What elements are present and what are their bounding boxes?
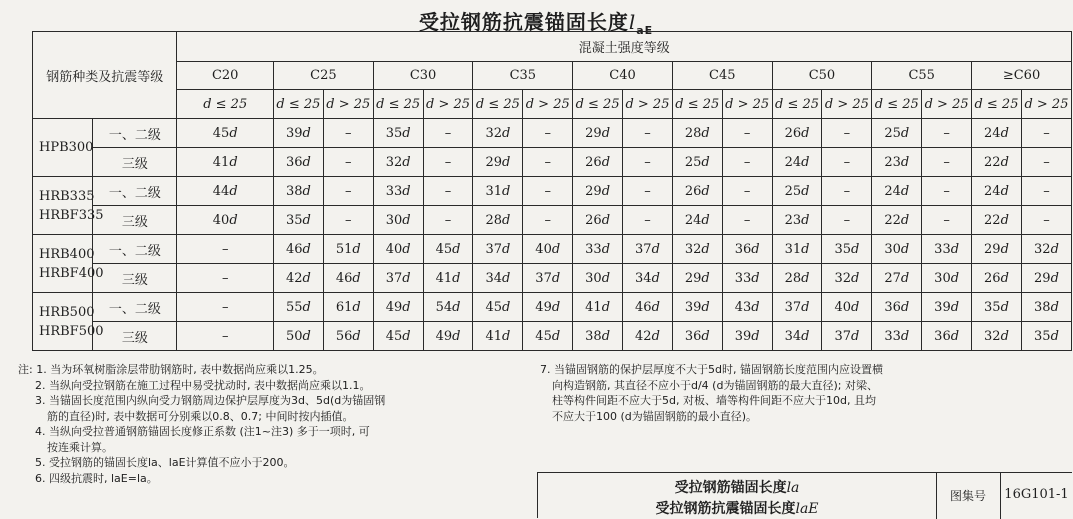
page-title: 受拉钢筋抗震锚固长度$l_{aE}$ — [418, 10, 654, 37]
table-row — [33, 177, 1072, 206]
table-cell: 36d — [922, 322, 972, 351]
diameter-header: d > 25 — [1021, 90, 1071, 119]
table-cell: 51d — [323, 235, 373, 264]
note-line: 6. 四级抗震时, laE=la。 — [35, 471, 158, 485]
table-cell: 30d — [573, 264, 623, 293]
table-cell: – — [523, 206, 573, 235]
note-line: 筋的直径)时, 表中数据可分别乘以0.8、0.7; 中间时按内插值。 — [47, 409, 354, 423]
table-row — [33, 148, 1072, 177]
grade-header: C45 — [672, 62, 772, 90]
table-cell: 41d — [473, 322, 523, 351]
table-cell: 40d — [822, 293, 872, 322]
table-cell: 56d — [323, 322, 373, 351]
table-cell: 41d — [177, 148, 274, 177]
table-cell: 37d — [822, 322, 872, 351]
steel-type-hrb400: HRB400 HRBF400 — [33, 235, 93, 293]
table-cell: – — [523, 177, 573, 206]
table-cell: 45d — [423, 235, 473, 264]
table-cell: 29d — [1021, 264, 1071, 293]
table-cell: – — [423, 119, 473, 148]
table-cell: 24d — [772, 148, 822, 177]
table-row — [33, 264, 1072, 293]
table-cell: 40d — [373, 235, 423, 264]
table-cell: 24d — [972, 119, 1022, 148]
table-cell: 45d — [523, 322, 573, 351]
table-cell: 38d — [573, 322, 623, 351]
table-cell: 22d — [972, 206, 1022, 235]
table-cell: 35d — [373, 119, 423, 148]
table-cell: 26d — [672, 177, 722, 206]
table-cell: 45d — [177, 119, 274, 148]
table-cell: 33d — [872, 322, 922, 351]
table-cell: – — [922, 206, 972, 235]
table-cell: – — [323, 119, 373, 148]
table-cell: 32d — [972, 322, 1022, 351]
diameter-header: d ≤ 25 — [274, 90, 324, 119]
title-block-line2: 受拉钢筋抗震锚固长度laE — [655, 501, 819, 517]
table-cell: – — [1021, 177, 1071, 206]
diameter-header: d ≤ 25 — [672, 90, 722, 119]
table-cell: – — [623, 177, 673, 206]
table-row — [33, 293, 1072, 322]
table-cell: – — [722, 177, 772, 206]
table-cell: – — [1021, 148, 1071, 177]
table-cell: 25d — [772, 177, 822, 206]
grade-header: ≥C60 — [972, 62, 1072, 90]
table-cell: 35d — [274, 206, 324, 235]
diameter-header: d > 25 — [722, 90, 772, 119]
diameter-header: d > 25 — [922, 90, 972, 119]
table-cell: – — [822, 206, 872, 235]
table-cell: 23d — [872, 148, 922, 177]
table-cell: 41d — [423, 264, 473, 293]
table-cell: 29d — [972, 235, 1022, 264]
table-cell: 28d — [672, 119, 722, 148]
table-cell: – — [822, 177, 872, 206]
grade-header: C30 — [373, 62, 473, 90]
title-block — [537, 472, 1072, 518]
diameter-header: d > 25 — [423, 90, 473, 119]
table-cell: 49d — [423, 322, 473, 351]
table-cell: 42d — [274, 264, 324, 293]
anchorage-table — [32, 31, 1072, 351]
notes-left — [18, 362, 533, 486]
table-cell: 31d — [772, 235, 822, 264]
table-cell: 24d — [672, 206, 722, 235]
table-cell: 32d — [672, 235, 722, 264]
note-line: 按连乘计算。 — [47, 440, 113, 454]
note-line: 2. 当纵向受拉钢筋在施工过程中易受扰动时, 表中数据尚应乘以1.1。 — [35, 378, 371, 392]
steel-type-hpb300: HPB300 — [33, 119, 93, 177]
table-cell: 29d — [473, 148, 523, 177]
table-cell: 39d — [722, 322, 772, 351]
table-cell: 26d — [573, 148, 623, 177]
table-cell: 31d — [473, 177, 523, 206]
table-cell: 32d — [373, 148, 423, 177]
table-cell: 40d — [177, 206, 274, 235]
atlas-number-label: 图集号 — [949, 489, 986, 503]
table-cell: 49d — [373, 293, 423, 322]
table-cell: 22d — [872, 206, 922, 235]
table-cell: 34d — [623, 264, 673, 293]
table-cell: 44d — [177, 177, 274, 206]
table-cell: – — [722, 206, 772, 235]
table-cell: 27d — [872, 264, 922, 293]
table-cell: 28d — [473, 206, 523, 235]
table-cell: – — [922, 177, 972, 206]
table-cell: – — [822, 119, 872, 148]
table-cell: 43d — [722, 293, 772, 322]
note-line: 不应大于100 (d为锚固钢筋的最小直径)。 — [552, 409, 758, 423]
table-cell: 37d — [473, 235, 523, 264]
table-cell: 46d — [623, 293, 673, 322]
table-cell: 33d — [373, 177, 423, 206]
table-cell: – — [722, 148, 772, 177]
table-cell: – — [623, 206, 673, 235]
table-cell: 26d — [573, 206, 623, 235]
table-cell: 50d — [274, 322, 324, 351]
table-cell: – — [1021, 119, 1071, 148]
table-cell: 34d — [473, 264, 523, 293]
diameter-header: d > 25 — [822, 90, 872, 119]
table-cell: 32d — [473, 119, 523, 148]
note-line: 柱等构件间距不应大于5d, 对板、墙等构件间距不应大于10d, 且均 — [552, 394, 876, 407]
table-cell: 37d — [523, 264, 573, 293]
table-cell: 29d — [573, 119, 623, 148]
table-cell: 24d — [872, 177, 922, 206]
table-cell: 36d — [872, 293, 922, 322]
table-cell: 38d — [1021, 293, 1071, 322]
seismic-grade: 三级 — [93, 148, 177, 177]
notes-right — [540, 362, 1070, 424]
seismic-grade: 一、二级 — [93, 119, 177, 148]
table-cell: – — [523, 119, 573, 148]
note-line: 5. 受拉钢筋的锚固长度la、laE计算值不应小于200。 — [35, 456, 295, 469]
table-cell: 34d — [772, 322, 822, 351]
title-block-line1: 受拉钢筋锚固长度la — [674, 480, 800, 496]
table-cell: 28d — [772, 264, 822, 293]
grade-header: C55 — [872, 62, 972, 90]
table-cell: – — [323, 148, 373, 177]
table-cell: 33d — [573, 235, 623, 264]
diameter-header: d > 25 — [323, 90, 373, 119]
table-cell: 54d — [423, 293, 473, 322]
diameter-header: d ≤ 25 — [573, 90, 623, 119]
table-cell: 25d — [672, 148, 722, 177]
table-cell: 29d — [573, 177, 623, 206]
steel-type-hrb500: HRB500 HRBF500 — [33, 293, 93, 351]
diameter-header: d ≤ 25 — [473, 90, 523, 119]
table-cell: – — [623, 119, 673, 148]
diameter-header: d ≤ 25 — [972, 90, 1022, 119]
table-cell: 26d — [772, 119, 822, 148]
table-cell: 33d — [922, 235, 972, 264]
table-cell: 45d — [473, 293, 523, 322]
table-cell: 25d — [872, 119, 922, 148]
table-cell: 30d — [922, 264, 972, 293]
grade-header: C25 — [274, 62, 374, 90]
seismic-grade: 三级 — [93, 322, 177, 351]
table-cell: 32d — [822, 264, 872, 293]
steel-type-hrb335: HRB335 HRBF335 — [33, 177, 93, 235]
table-cell: – — [177, 235, 274, 264]
table-cell: 39d — [922, 293, 972, 322]
table-cell: – — [323, 177, 373, 206]
table-cell: 37d — [772, 293, 822, 322]
table-cell: 61d — [323, 293, 373, 322]
grade-header: C40 — [573, 62, 673, 90]
table-cell: – — [423, 177, 473, 206]
table-cell: – — [822, 148, 872, 177]
table-cell: 35d — [972, 293, 1022, 322]
grade-header: C50 — [772, 62, 872, 90]
table-cell: 36d — [672, 322, 722, 351]
table-cell: 46d — [274, 235, 324, 264]
table-cell: 24d — [972, 177, 1022, 206]
table-cell: 30d — [373, 206, 423, 235]
table-cell: 40d — [523, 235, 573, 264]
table-cell: 55d — [274, 293, 324, 322]
table-cell: 35d — [822, 235, 872, 264]
table-cell: 35d — [1021, 322, 1071, 351]
table-cell: – — [922, 148, 972, 177]
diameter-header: d ≤ 25 — [177, 90, 274, 119]
seismic-grade: 一、二级 — [93, 293, 177, 322]
table-cell: – — [722, 119, 772, 148]
table-cell: – — [423, 148, 473, 177]
note-line: 3. 当锚固长度范围内纵向受力钢筋周边保护层厚度为3d、5d(d为锚固钢 — [35, 394, 386, 407]
table-cell: – — [177, 264, 274, 293]
table-cell: – — [323, 206, 373, 235]
note-line: 7. 当锚固钢筋的保护层厚度不大于5d时, 锚固钢筋长度范围内应设置横 — [540, 363, 883, 376]
table-cell: 39d — [274, 119, 324, 148]
table-cell: 29d — [672, 264, 722, 293]
table-cell: – — [423, 206, 473, 235]
steel-type-header: 钢筋种类及抗震等级 — [33, 32, 177, 119]
note-line: 注: 1. 当为环氧树脂涂层带肋钢筋时, 表中数据尚应乘以1.25。 — [18, 363, 324, 376]
table-row — [33, 206, 1072, 235]
table-cell: 49d — [523, 293, 573, 322]
grade-header: C35 — [473, 62, 573, 90]
diameter-header: d > 25 — [523, 90, 573, 119]
table-cell: 36d — [274, 148, 324, 177]
seismic-grade: 一、二级 — [93, 235, 177, 264]
note-line: 4. 当纵向受拉普通钢筋锚固长度修正系数 (注1~注3) 多于一项时, 可 — [35, 425, 370, 438]
seismic-grade: 三级 — [93, 206, 177, 235]
diameter-header: d > 25 — [623, 90, 673, 119]
table-cell: 37d — [373, 264, 423, 293]
diameter-header: d ≤ 25 — [872, 90, 922, 119]
seismic-grade: 一、二级 — [93, 177, 177, 206]
table-cell: 36d — [722, 235, 772, 264]
table-cell: – — [177, 293, 274, 322]
seismic-grade: 三级 — [93, 264, 177, 293]
table-cell: 22d — [972, 148, 1022, 177]
table-cell: 23d — [772, 206, 822, 235]
diameter-header: d ≤ 25 — [373, 90, 423, 119]
table-cell: – — [623, 148, 673, 177]
table-cell: – — [922, 119, 972, 148]
atlas-number: 16G101-1 — [1004, 487, 1069, 502]
table-cell: 42d — [623, 322, 673, 351]
table-cell: – — [177, 322, 274, 351]
table-cell: 41d — [573, 293, 623, 322]
table-cell: 30d — [872, 235, 922, 264]
table-cell: 33d — [722, 264, 772, 293]
table-cell: – — [1021, 206, 1071, 235]
table-cell: 26d — [972, 264, 1022, 293]
table-row — [33, 322, 1072, 351]
grade-header: C20 — [177, 62, 274, 90]
table-cell: 39d — [672, 293, 722, 322]
concrete-grade-header: 混凝土强度等级 — [177, 32, 1072, 62]
table-cell: 37d — [623, 235, 673, 264]
table-row — [33, 119, 1072, 148]
table-cell: 32d — [1021, 235, 1071, 264]
table-cell: 46d — [323, 264, 373, 293]
table-cell: – — [523, 148, 573, 177]
table-row — [33, 235, 1072, 264]
note-line: 向构造钢筋, 其直径不应小于d/4 (d为锚固钢筋的最大直径); 对梁、 — [552, 378, 878, 392]
table-cell: 38d — [274, 177, 324, 206]
table-cell: 45d — [373, 322, 423, 351]
diameter-header: d ≤ 25 — [772, 90, 822, 119]
